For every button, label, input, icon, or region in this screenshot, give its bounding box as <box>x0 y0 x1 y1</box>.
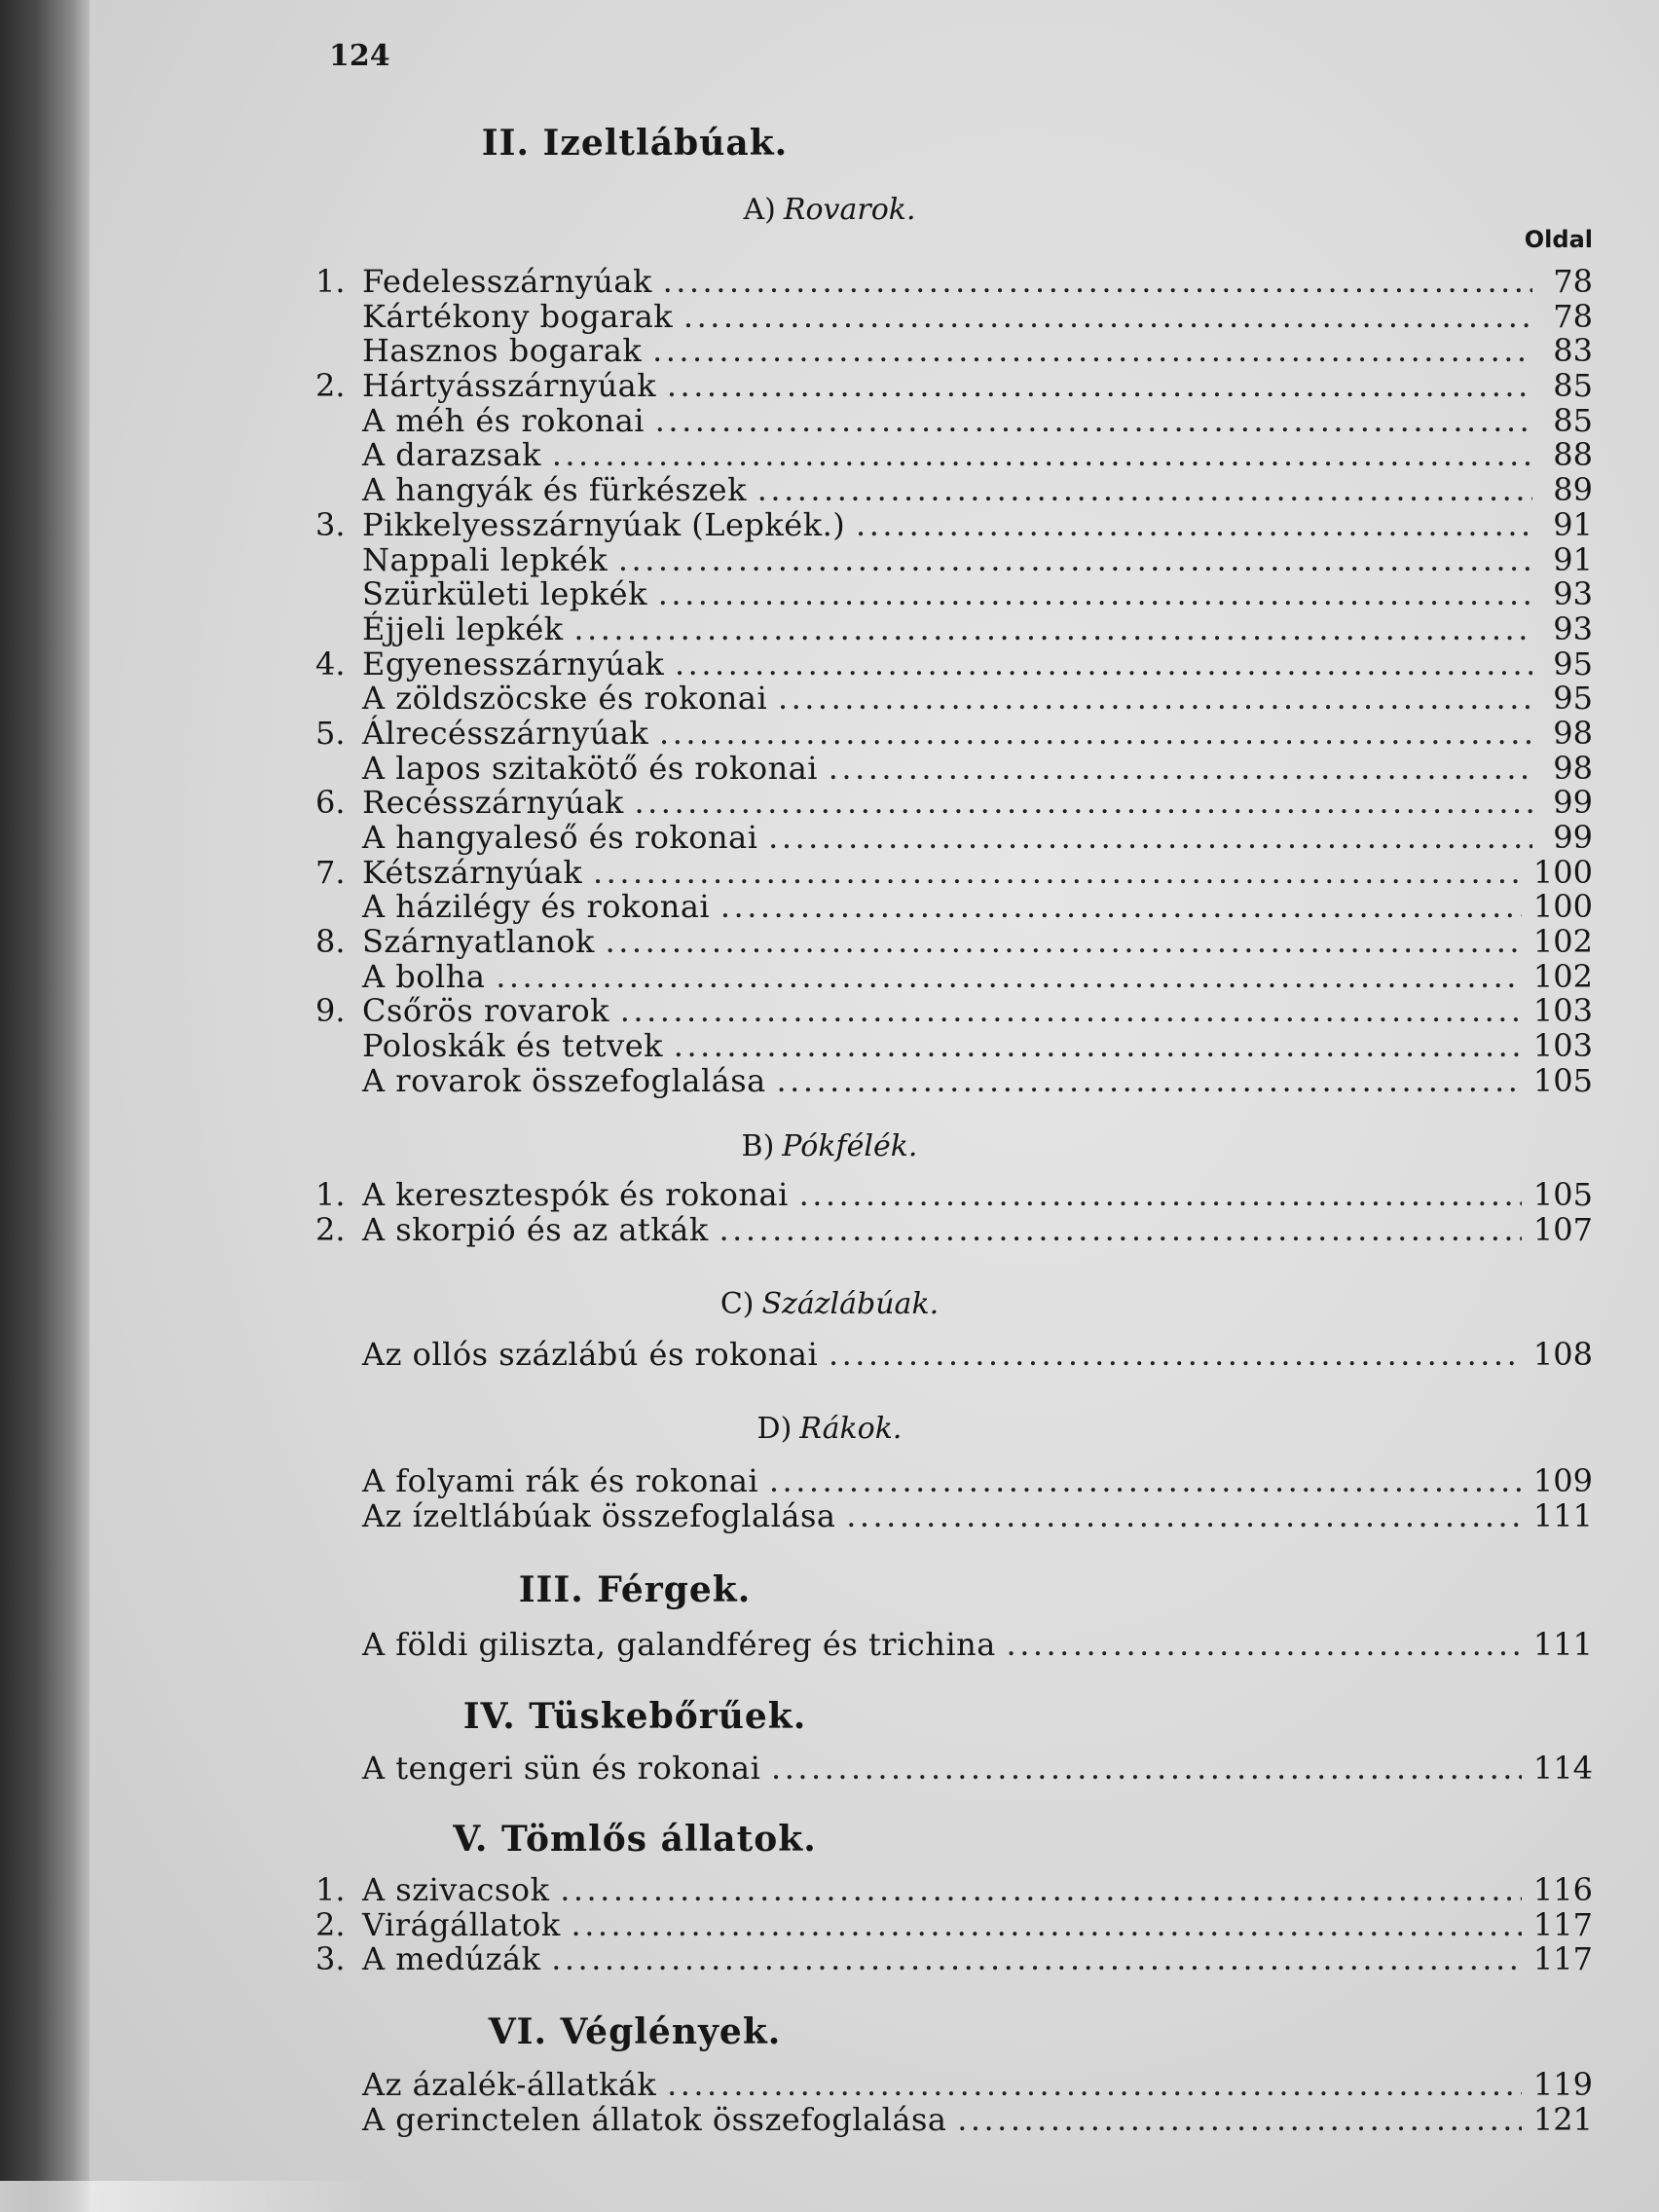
entry-page: 119 <box>1532 2066 1593 2103</box>
entry-page: 103 <box>1532 1027 1593 1065</box>
toc-entry <box>315 1211 1593 1246</box>
toc-entry <box>315 854 1593 889</box>
entry-label: Szürkületi lepkék <box>362 575 647 613</box>
dot-leader <box>572 1916 1522 1941</box>
entry-number: 7. <box>315 853 346 891</box>
dot-leader <box>684 308 1532 333</box>
toc-entry <box>315 784 1593 822</box>
toc-entry <box>315 680 1593 718</box>
entry-page: 105 <box>1532 1061 1593 1099</box>
toc-entry <box>315 1750 1593 1785</box>
dot-leader <box>675 1037 1522 1062</box>
subsection-title-a: A) Rovarok. <box>743 193 916 227</box>
entry-label: Nappali lepkék <box>362 540 608 578</box>
subsection-title-b: B) Pókfélék. <box>741 1129 918 1163</box>
entry-page: 111 <box>1532 1626 1593 1663</box>
toc-list-rakok <box>315 1462 1593 1534</box>
entry-number: 8. <box>315 923 346 961</box>
dot-leader <box>497 968 1521 993</box>
toc-entry <box>315 402 1593 437</box>
dot-leader <box>721 898 1522 923</box>
toc-entry <box>315 645 1593 681</box>
entry-label: A bolha <box>362 957 486 995</box>
toc-list-szazlabuak <box>315 1336 1593 1371</box>
dot-leader <box>847 1507 1521 1532</box>
entry-label: Csőrös rovarok <box>362 992 609 1030</box>
entry-label: Poloskák és tetvek <box>362 1027 664 1065</box>
entry-number: 1. <box>315 263 346 300</box>
section-title-ii: II. Izeltlábúak. <box>481 123 789 164</box>
entry-page: 117 <box>1532 1940 1593 1978</box>
dot-leader <box>553 446 1532 471</box>
entry-page: 83 <box>1553 332 1593 370</box>
page-number: 124 <box>329 39 390 73</box>
entry-label: A zöldszöcske és rokonai <box>362 680 768 718</box>
entry-page: 102 <box>1532 923 1593 961</box>
entry-page: 100 <box>1532 888 1593 926</box>
toc-entry <box>315 2066 1593 2101</box>
entry-label: A medúzák <box>362 1940 541 1978</box>
entry-page: 89 <box>1553 471 1593 509</box>
entry-page: 88 <box>1553 436 1593 474</box>
entry-label: A földi giliszta, galandféreg és trichina <box>362 1626 996 1663</box>
toc-list-rovarok <box>315 263 1593 1097</box>
entry-page: 99 <box>1553 784 1593 822</box>
section-title-iv: IV. Tüskebőrűek. <box>462 1696 807 1737</box>
toc-entry <box>315 2101 1593 2136</box>
entry-label: Recésszárnyúak <box>362 784 624 822</box>
toc-entry <box>315 506 1593 541</box>
toc-entry <box>315 1062 1593 1097</box>
entry-page: 105 <box>1532 1176 1593 1213</box>
entry-page: 109 <box>1532 1462 1593 1499</box>
toc-entry <box>315 471 1593 509</box>
watermark-strip <box>0 2181 370 2212</box>
dot-leader <box>636 793 1532 819</box>
toc-list-tuskeboruek <box>315 1750 1593 1785</box>
toc-entry <box>315 1176 1593 1211</box>
entry-page: 111 <box>1532 1496 1593 1534</box>
entry-label: Az ázalék-állatkák <box>362 2066 657 2103</box>
toc-list-veglenyek <box>315 2066 1593 2138</box>
entry-label: A keresztespók és rokonai <box>362 1176 789 1213</box>
toc-list-pokfelek <box>315 1176 1593 1248</box>
subsection-title-c: C) Százlábúak. <box>719 1287 940 1321</box>
entry-number: 2. <box>315 1905 346 1943</box>
entry-label: Álrecésszárnyúak <box>362 714 649 752</box>
dot-leader <box>720 1221 1522 1246</box>
toc-entry <box>315 367 1593 405</box>
entry-label: Kétszárnyúak <box>362 853 583 891</box>
dot-leader <box>594 864 1522 889</box>
entry-page: 116 <box>1532 1871 1593 1908</box>
entry-page: 100 <box>1532 853 1593 891</box>
dot-leader <box>552 1950 1521 1975</box>
entry-label: Éjjeli lepkék <box>362 609 564 647</box>
entry-page: 91 <box>1553 505 1593 543</box>
dot-leader <box>621 1002 1522 1027</box>
toc-entry <box>315 1626 1593 1661</box>
dot-leader <box>660 724 1532 750</box>
toc-entry <box>315 888 1593 926</box>
dot-leader <box>830 1346 1522 1371</box>
dot-leader <box>958 2111 1521 2136</box>
toc-entry <box>315 610 1593 645</box>
entry-label: A hangyák és fürkészek <box>362 471 747 509</box>
section-title-v: V. Tömlős állatok. <box>453 1819 817 1860</box>
entry-label: A szivacsok <box>362 1871 550 1908</box>
toc-entry <box>315 1871 1593 1906</box>
entry-page: 93 <box>1553 609 1593 647</box>
entry-label: Kártékony bogarak <box>362 297 674 335</box>
entry-number: 2. <box>315 1210 346 1248</box>
dot-leader <box>619 551 1532 576</box>
entry-page: 98 <box>1553 749 1593 787</box>
dot-leader <box>778 1072 1522 1097</box>
toc-entry <box>315 1906 1593 1941</box>
entry-label: Hártyásszárnyúak <box>362 367 657 405</box>
dot-leader <box>659 585 1532 610</box>
entry-label: A méh és rokonai <box>362 401 645 439</box>
toc-entry <box>315 436 1593 474</box>
section-title-iii: III. Férgek. <box>518 1569 752 1610</box>
entry-page: 95 <box>1553 645 1593 682</box>
entry-label: Az ízeltlábúak összefoglalása <box>362 1496 836 1534</box>
toc-entry <box>315 1940 1593 1978</box>
entry-page: 108 <box>1532 1336 1593 1373</box>
entry-number: 5. <box>315 714 346 752</box>
entry-label: A tengeri sün és rokonai <box>362 1750 761 1787</box>
toc-entry <box>315 715 1593 750</box>
dot-leader <box>668 2076 1522 2101</box>
entry-page: 91 <box>1553 540 1593 578</box>
toc-entry <box>315 575 1593 613</box>
entry-number: 9. <box>315 992 346 1030</box>
entry-page: 103 <box>1532 992 1593 1030</box>
entry-page: 78 <box>1553 263 1593 300</box>
dot-leader <box>676 655 1532 681</box>
dot-leader <box>758 481 1532 506</box>
entry-label: Hasznos bogarak <box>362 332 643 370</box>
entry-label: Szárnyatlanok <box>362 923 595 961</box>
entry-label: Az ollós százlábú és rokonai <box>362 1336 819 1373</box>
entry-label: Virágállatok <box>362 1905 561 1943</box>
entry-number: 3. <box>315 505 346 543</box>
entry-label: Fedelesszárnyúak <box>362 263 652 300</box>
dot-leader <box>561 1881 1521 1906</box>
entry-number: 1. <box>315 1176 346 1213</box>
entry-page: 85 <box>1553 401 1593 439</box>
entry-page: 95 <box>1553 680 1593 718</box>
subsection-title-d: D) Rákok. <box>756 1412 903 1446</box>
entry-label: A skorpió és az atkák <box>362 1210 709 1248</box>
entry-page: 102 <box>1532 957 1593 995</box>
entry-page: 117 <box>1532 1905 1593 1943</box>
entry-number: 2. <box>315 367 346 405</box>
dot-leader <box>779 689 1532 715</box>
entry-label: Pikkelyesszárnyúak (Lepkék.) <box>362 505 846 543</box>
book-gutter <box>0 0 90 2212</box>
dot-leader <box>772 1759 1522 1785</box>
toc-entry <box>315 819 1593 854</box>
toc-entry <box>315 750 1593 785</box>
dot-leader <box>664 273 1532 298</box>
dot-leader <box>575 620 1532 645</box>
entry-label: A darazsak <box>362 436 541 474</box>
toc-entry <box>315 958 1593 993</box>
entry-label: A hangyaleső és rokonai <box>362 819 758 856</box>
entry-label: A házilégy és rokonai <box>362 888 711 926</box>
entry-page: 107 <box>1532 1210 1593 1248</box>
dot-leader <box>668 377 1532 402</box>
toc-list-tomlos <box>315 1871 1593 1978</box>
toc-entry <box>315 541 1593 576</box>
entry-number: 1. <box>315 1871 346 1908</box>
toc-entry <box>315 1462 1593 1497</box>
entry-page: 93 <box>1553 575 1593 613</box>
entry-number: 6. <box>315 784 346 822</box>
page-column-label: Oldal <box>1524 226 1593 253</box>
dot-leader <box>857 516 1532 541</box>
entry-page: 121 <box>1532 2100 1593 2138</box>
entry-page: 78 <box>1553 297 1593 335</box>
toc-entry <box>315 1336 1593 1371</box>
entry-page: 85 <box>1553 367 1593 405</box>
toc-entry <box>315 263 1593 298</box>
toc-entry <box>315 332 1593 370</box>
toc-entry <box>315 992 1593 1030</box>
dot-leader <box>800 1186 1522 1211</box>
dot-leader <box>607 933 1522 958</box>
entry-label: A gerinctelen állatok összefoglalása <box>362 2100 947 2138</box>
dot-leader <box>769 829 1532 854</box>
toc-entry <box>315 298 1593 333</box>
dot-leader <box>1008 1636 1522 1661</box>
entry-label: A lapos szitakötő és rokonai <box>362 749 819 787</box>
dot-leader <box>656 412 1532 437</box>
toc-entry <box>315 1027 1593 1065</box>
entry-number: 4. <box>315 645 346 682</box>
entry-page: 99 <box>1553 819 1593 856</box>
entry-page: 114 <box>1532 1750 1593 1787</box>
toc-entry <box>315 923 1593 961</box>
entry-label: A folyami rák és rokonai <box>362 1462 759 1499</box>
entry-page: 98 <box>1553 714 1593 752</box>
dot-leader <box>830 759 1532 785</box>
entry-label: Egyenesszárnyúak <box>362 645 665 682</box>
toc-list-fergek <box>315 1626 1593 1661</box>
toc-entry <box>315 1497 1593 1532</box>
entry-number: 3. <box>315 1940 346 1978</box>
dot-leader <box>653 342 1532 367</box>
dot-leader <box>770 1472 1522 1497</box>
entry-label: A rovarok összefoglalása <box>362 1061 766 1099</box>
section-title-vi: VI. Véglények. <box>488 2011 782 2052</box>
